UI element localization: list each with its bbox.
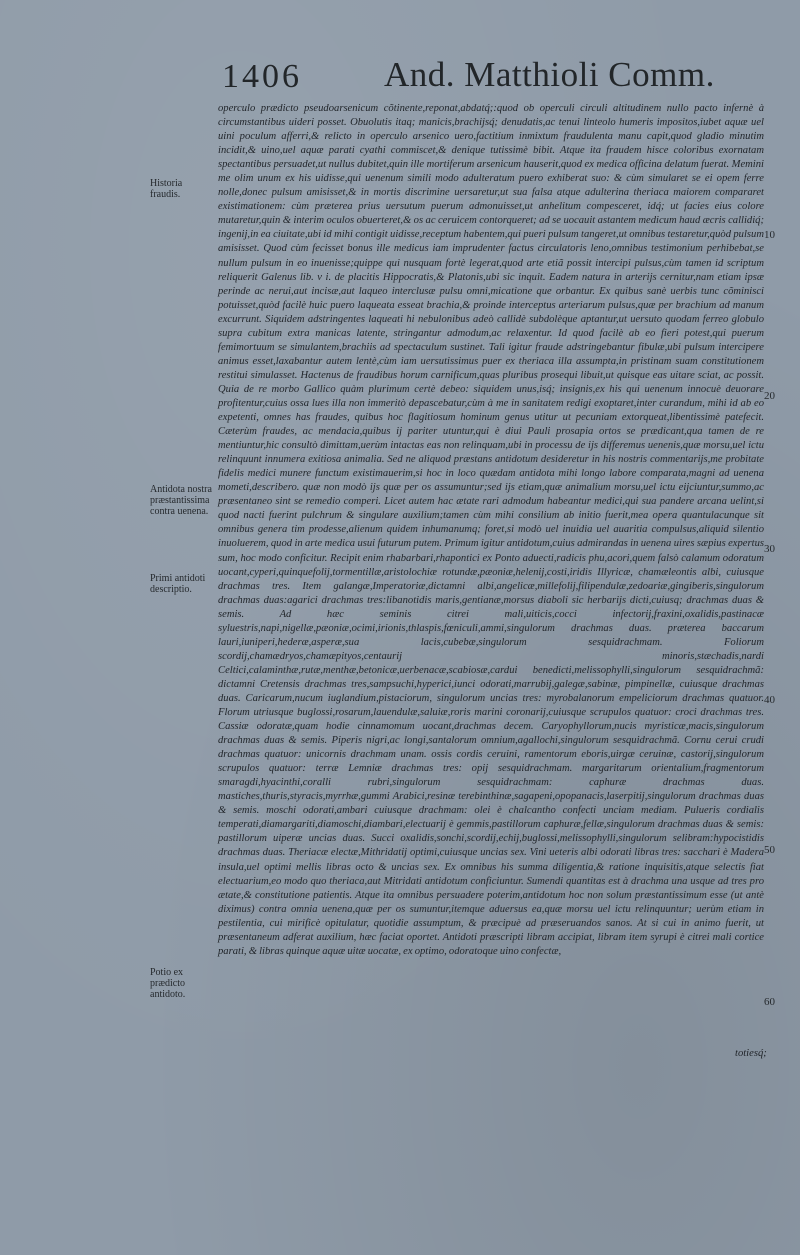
marginal-note: Antidota nostra præstantissima contra uenena. xyxy=(150,484,212,517)
line-number: 20 xyxy=(764,390,775,402)
body-paragraph: operculo prædicto pseudoarsenicum cõtinente,reponat,abdatq́;:quod ob operculi circuli altitudinem nullo pacto infernè à circumstantibus uideri posset. Obuolutis itaq; manicis,brachijsq́; denudatis,ac tenui linteolo humeris impositos,iubet aquæ uel uini poculum afferri,& relicto in operculo arsenico uero,factitium inmixtum fraudulenta manu capit,quod gladio minutim incidit,& uino,uel aquæ parati cyathi commiscet,& denique tutissimè bibit. Atque ita fraudem hisce coloribus exornatam spectantibus persuadet,ut nullus dubitet,quin ille mortiferum arsenicum hauserit,quod ex medica officina delatum fuerat. Memini me olim unum ex his uidisse,qui uenenum simili modo adulteratum puero exhiberat suo: & cùm simularet se ei opem ferre nolle,donec pulsum amisisset,& in mortis discrimine uersaretur,ut sua falsa atque adulterina theriaca maiorem compararet existimationem: cùm præterea prius uersutum puerum admonuisset,ut anhelitum compesceret, idq́; ut facies eius colore mutaretur,quin & interim oculos obuerteret,& os ac ceruicem contorqueret; ad se uocauit astantem medicum haud æcris callidiq́; ingenij,in ea ciuitate,ubi id mihi contigit uidisse,receptum habentem,qui pueri pulsum tangeret,ut omnibus testaretur,quòd pulsum amisisset. Quod cùm fecisset bonus ille medicus iam imprudenter factus circulatoris leno,omnibus testimonium perhibebat,se nullum pulsum in eo inuenisse;quippe qui nusquam fortè legerat,quod arte etiã possit intercipi pulsus,cùm tamen id scriptum reliquerit Galenus lib. v i. de placitis Hippocratis,& Platonis,ubi sic inquit. Eadem natura in arterijs cernitur,nam etiam ipsæ perinde ac nerui,aut incisæ,aut laqueo interclusæ pulsu omni,micatione que orbantur. Ex quibus sanè uerbis tunc cõminisci potuisset,quòd facilè huic puero laqueata esseat brachia,& proinde interceptus arteriarum pulsus,quæ per brachium ad manum excurrunt. Siquidem adstringentes laqueati hi nebulonibus adeò callidè subdolèque aptantur,ut uersuto quodam ferreo globulo supra cubitum extra manicas latente, stringantur admodum,ac relaxentur. Id quod facilè ab eo fieri potest,qui puerum femimortuum se simulantem,brachiis ad spectaculum sustinet. Tali igitur fraude adstringebantur fibulæ,ubi pulsum intercipere animus esset,laxabantur autem lentè,cùm iam uersutissimus puer ex theriaca illa assumpta,in pristinam suam constitutionem restitui simulasset. Hactenus de fraudibus horum carnificum,quas pluribus prosequi libuit,ut quisque eas uitare sciat, ac possit. Quia de re morbo Gallico quàm plurimum certè debeo: siquidem unus,isq́; insignis,ex his qui uenenum innocuè deuorare profitentur,cuius ossa lues illa non immeritò depascebatur,cùm à me in sanitatem redigi exoptaret,inter curandum, mihi id ab eo expetenti, omnes has fraudes, quibus hoc flagitiosum hominum genus utitur ut pecuniam extorqueat,libentissimè patefecit. Cæterùm fraudes, ac mendacia,quibus ij pariter utuntur,qui è diui Pauli prosapia ortos se prædicant,qua tamen de re mentiuntur,hic consultò dimittam,uerùm intactas eas non relinquam,ubi in processu de ijs differemus uenenis,quæ morsu,uel ictu relinquunt innumera exitiosa animalia. Sed ne aliquod præstans antidotum desideretur in his nostris commentarijs,me probitate fidelis medici munere functum existimauerim,si hoc in loco quædam antidota mihi longo labore comparata,magni ad uenena mometi,describero. quæ non modò ijs quæ per os assumuntur;sed ijs etiam,quæ animalium morsu,uel ictu eijciuntur,summo,ac præsentaneo sint se remedio comperi. Licet autem hac ætate rari admodum habeantur medici,qui sua pandere arcana uelint,si quod nacti fuerint pulchrum & singulare auxilium;tamen cùm mihi consilium ab initio fuerit,mea opera quantulacunque sit omnibus genera tim prodesse,alienum quidem inhumanumq; foret,si modò uel inuidia uel auaritia compulsus,aliquid silentio inuoluerem, quod in arte medica usui futurum putem. Primum igitur antidotum,cuius admirandas in uenena uires sæpius expertus sum, hoc modo conficitur. Recipit enim rhabarbari,rhapontici ex Ponto aduecti,radicis phu,acori,quem falsò calamum odoratum uocant,cyperi,quinquefolij,tormentillæ,aristolochiæ rotundæ,pæoniæ,helenij,costi,iridis Illyricæ, chamæleontis albi, cuiusque drachmas tres. Item galangæ,Imperatoriæ,dictamni albi,angelicæ,millefolij,filipendulæ,zedoariæ,gingiberis,singulorum drachmas duas:agarici drachmas tres:libanotidis maris,gentianæ,morsus diaboli sic herbarijs dicti,cuiusq; drachmas duas & semis. Ad hæc seminis citrei mali,uiticis,cocci infectorij,fraxini,oxalidis,pastinacæ syluestris,napi,nigellæ,pæoniæ,ocimi,irionis,thlaspis,fœniculi,ammi,singulorum drachmas duas. præterea baccarum lauri,iuniperi,hederæ,asperæ,sua lacis,cubebæ,singulorum sesquidrachmam. Foliorum scordij,chamædryos,chamæpityos,centaurij minoris,stæchadis,nardi Celtici,calaminthæ,rutæ,menthæ,betonicæ,uerbenacæ,scabiosæ,cardui benedicti,melissophylli,singulorum sesquidrachmã: dictamni Cretensis drachmas tres,sampsuchi,hyperici,iunci odorati,marrubij,galegæ,sabinæ, pimpinellæ, cuiusque drachmas duas. Caricarum,nucum iuglandium,pistaciorum, singulorum uncias tres: myrobalanorum empeliciorum drachmas quatuor. Florum utriusque buglossi,rosarum,lauendulæ,saluiæ,roris marini coronarij,cuiusque scrupulos quatuor: croci drachmas tres. Cassiæ odoratæ,quam hodie cinnamomum uocant,drachmas decem. Caryophyllorum,nucis myristicæ,macis,singulorum drachmas duas & semis. Piperis nigri,ac longi,santalorum omnium,agallochi,singulorum sesquidrachmã. Cornu cerui crudi drachmas quatuor: unicornis drachmam unam. ossis cordis ceruini, ramentorum eboris,uirgæ ceruinæ, castorij,singulorum scrupulos quatuor: terræ Lemniæ drachmas tres: opij sesquidrachmam. margaritarum orientalium,fragmentorum smaragdi,hyacinthi,coralli rubri,singulorum sesquidrachmam: caphuræ drachmas duas. mastiches,thuris,styracis,myrrhæ,gummi Arabici,resinæ terebinthinæ,sagapeni,opopanacis,laserpitij,singulorum drachmas duas & semis. moschi odorati,ambari cuiusque drachmam: olei è chalcantho confecti unciam mediam. Pulueris cordialis temperati,diamargariti,diamoschi,diambari,electuarij è gemmis,pastillorum caphuræ,fellæ,singulorum drachmas duas & semis: pastillorum uiperæ uncias duas. Succi oxalidis,sonchi,scordij,echij,buglossi,melissophylli,singulorum selibram:hypocistidis drachmas duas. Theriacæ electæ,Mithridatij optimi,cuiusque uncias sex. Vini ueteris albi odorati libras tres: sacchari è Madera insula,uel optimi mellis libras octo & uncias sex. Ex omnibus his summa diligentia,& ratione inquisitis,atque selectis fiat electuarium,eo modo quo theriaca,aut Mitridati antidotum conficiuntur. Sumendi quantitas est à drachma una usque ad tres pro ætate,& constitutione patientis. Atque ita omnibus persuadere poterim,antidotum hoc non solum præstantissimum esse (ut antè diximus) contra omnia uenena,quæ per os sumuntur,itemque aduersus ea,quæ morsu uel ictu relinquuntur; uerùm etiam in pestilentia, cui mirificè opitulatur, quotidie assumptum, & præcipuè ad præseruandos sanos. At si cui in animo fuerit, ut præsentaneum adferat auxilium, hæc faciat oportet. Antidoti præscripti libram accipiat, libram item syrupi è citrei mali cortice parati, & libras quinque aquæ uitæ uocatæ, ex optimo, odoratoque uino confectæ, xyxy=(218,103,764,957)
catchword: totiesq́; xyxy=(735,1048,767,1059)
main-text-block xyxy=(218,102,764,959)
marginal-note: Historia fraudis. xyxy=(150,178,183,200)
page-number: 1406 xyxy=(222,58,302,95)
running-title: And. Matthioli Comm. xyxy=(384,55,715,94)
line-number: 10 xyxy=(764,229,775,241)
line-number: 30 xyxy=(764,543,775,555)
marginal-note: Potio ex prædicto antidoto. xyxy=(150,967,186,1000)
line-number: 50 xyxy=(764,844,775,856)
line-number: 60 xyxy=(764,996,775,1008)
line-number: 40 xyxy=(764,694,775,706)
marginal-note: Primi antidoti descriptio. xyxy=(150,573,206,595)
